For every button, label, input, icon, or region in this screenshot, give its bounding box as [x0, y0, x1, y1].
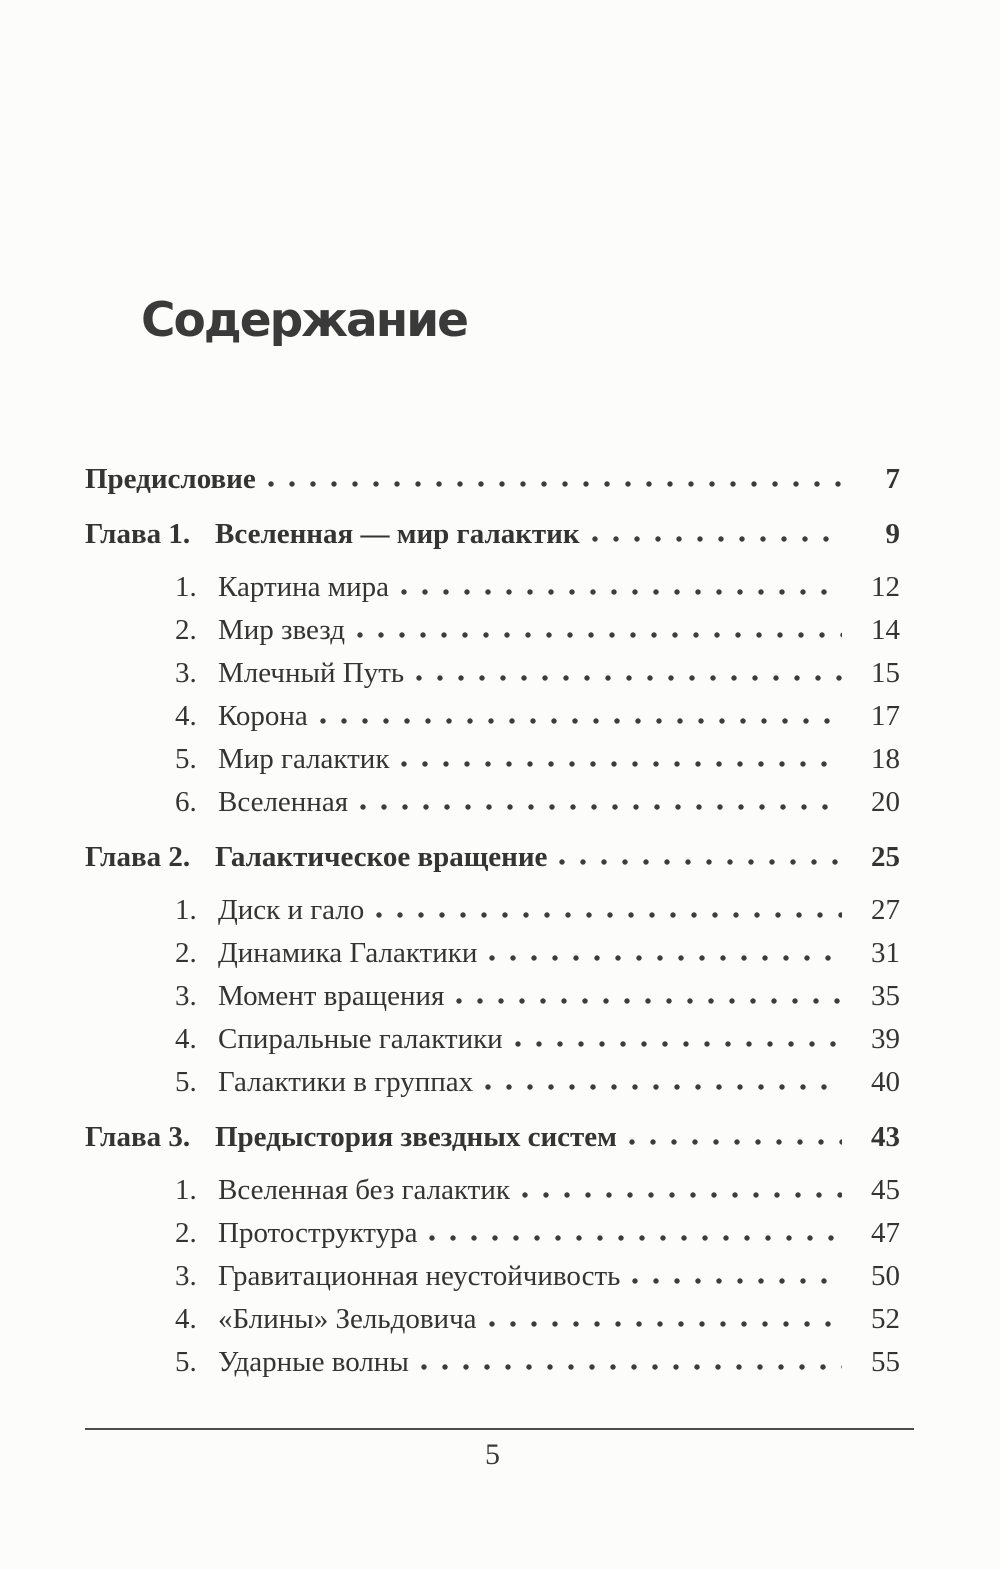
toc-entry [85, 1018, 900, 1061]
toc-entry [85, 695, 900, 738]
toc-entry [85, 609, 900, 652]
entry-label: Картина мира [218, 571, 390, 603]
entry-prefix: 2. [175, 937, 197, 969]
entry-page-number: 47 [871, 1217, 900, 1249]
entry-label: Диск и гало [218, 894, 365, 926]
dot-leader [429, 1235, 842, 1242]
dot-leader [515, 1041, 842, 1048]
toc-entry [85, 975, 900, 1018]
dot-leader [421, 1364, 842, 1371]
dot-leader [632, 1278, 842, 1285]
entry-prefix: 4. [175, 1023, 197, 1055]
entry-prefix: 2. [175, 1217, 197, 1249]
dot-leader [489, 955, 842, 962]
toc-entry [85, 781, 900, 824]
entry-label: Вселенная — мир галактик [215, 518, 580, 550]
toc-list [85, 458, 900, 1384]
dot-leader [357, 632, 842, 639]
entry-prefix: 1. [175, 894, 197, 926]
entry-page-number: 12 [871, 571, 900, 603]
entry-label: Динамика Галактики [218, 937, 478, 969]
entry-page-number: 18 [871, 743, 900, 775]
entry-label: Млечный Путь [218, 657, 405, 689]
entry-prefix: Глава 2. [85, 841, 191, 873]
page-number: 5 [485, 1438, 500, 1471]
entry-prefix: 5. [175, 1066, 197, 1098]
toc-entry [85, 738, 900, 781]
dot-leader [401, 761, 842, 768]
entry-prefix: Глава 1. [85, 518, 191, 550]
toc-entry [85, 836, 900, 879]
toc-entry [85, 1341, 900, 1384]
entry-prefix: 1. [175, 571, 197, 603]
entry-label: Мир галактик [218, 743, 390, 775]
dot-leader [522, 1192, 842, 1199]
dot-leader [416, 675, 842, 682]
toc-entry [85, 513, 900, 556]
entry-page-number: 27 [871, 894, 900, 926]
toc-entry [85, 1169, 900, 1212]
toc-entry [85, 1116, 900, 1159]
toc-entry [85, 932, 900, 975]
entry-prefix: 1. [175, 1174, 197, 1206]
dot-leader [489, 1321, 842, 1328]
entry-prefix: 3. [175, 1260, 197, 1292]
toc-entry [85, 1061, 900, 1104]
entry-prefix: 6. [175, 786, 197, 818]
toc-entry [85, 566, 900, 609]
entry-label: Предисловие [85, 463, 256, 495]
entry-label: «Блины» Зельдовича [218, 1303, 477, 1335]
entry-prefix: 3. [175, 657, 197, 689]
entry-label: Галактики в группах [218, 1066, 474, 1098]
entry-label: Ударные волны [218, 1346, 409, 1378]
entry-label: Гравитационная неустойчивость [218, 1260, 621, 1292]
entry-page-number: 50 [871, 1260, 900, 1292]
entry-prefix: 5. [175, 743, 197, 775]
entry-page-number: 31 [871, 937, 900, 969]
entry-label: Момент вращения [218, 980, 445, 1012]
dot-leader [360, 804, 842, 811]
footer-divider [85, 1428, 914, 1430]
entry-prefix: 2. [175, 614, 197, 646]
entry-page-number: 55 [871, 1346, 900, 1378]
dot-leader [629, 1139, 842, 1146]
entry-page-number: 17 [871, 700, 900, 732]
entry-label: Корона [218, 700, 308, 732]
entry-page-number: 39 [871, 1023, 900, 1055]
toc-entry [85, 1255, 900, 1298]
entry-page-number: 43 [871, 1121, 900, 1153]
toc-entry [85, 1298, 900, 1341]
entry-page-number: 45 [871, 1174, 900, 1206]
dot-leader [320, 718, 842, 725]
entry-label: Протоструктура [218, 1217, 418, 1249]
dot-leader [559, 859, 842, 866]
entry-page-number: 25 [871, 841, 900, 873]
entry-label: Предыстория звездных систем [215, 1121, 617, 1153]
entry-prefix: 4. [175, 1303, 197, 1335]
toc-entry [85, 889, 900, 932]
page-title: Содержание [141, 293, 468, 348]
entry-page-number: 40 [871, 1066, 900, 1098]
entry-label: Мир звезд [218, 614, 345, 646]
entry-prefix: 4. [175, 700, 197, 732]
toc-entry [85, 1212, 900, 1255]
dot-leader [401, 589, 842, 596]
entry-page-number: 35 [871, 980, 900, 1012]
entry-page-number: 7 [885, 463, 900, 495]
entry-label: Вселенная без галактик [218, 1174, 510, 1206]
entry-prefix: 5. [175, 1346, 197, 1378]
entry-label: Вселенная [218, 786, 349, 818]
dot-leader [592, 536, 842, 543]
entry-page-number: 14 [871, 614, 900, 646]
entry-label: Галактическое вращение [215, 841, 548, 873]
entry-page-number: 52 [871, 1303, 900, 1335]
entry-label: Спиральные галактики [218, 1023, 503, 1055]
entry-page-number: 20 [871, 786, 900, 818]
dot-leader [376, 912, 842, 919]
toc-entry [85, 458, 900, 501]
entry-page-number: 15 [871, 657, 900, 689]
dot-leader [456, 998, 842, 1005]
entry-page-number: 9 [885, 518, 900, 550]
entry-prefix: 3. [175, 980, 197, 1012]
dot-leader [485, 1084, 842, 1091]
dot-leader [268, 481, 842, 488]
entry-prefix: Глава 3. [85, 1121, 191, 1153]
toc-entry [85, 652, 900, 695]
